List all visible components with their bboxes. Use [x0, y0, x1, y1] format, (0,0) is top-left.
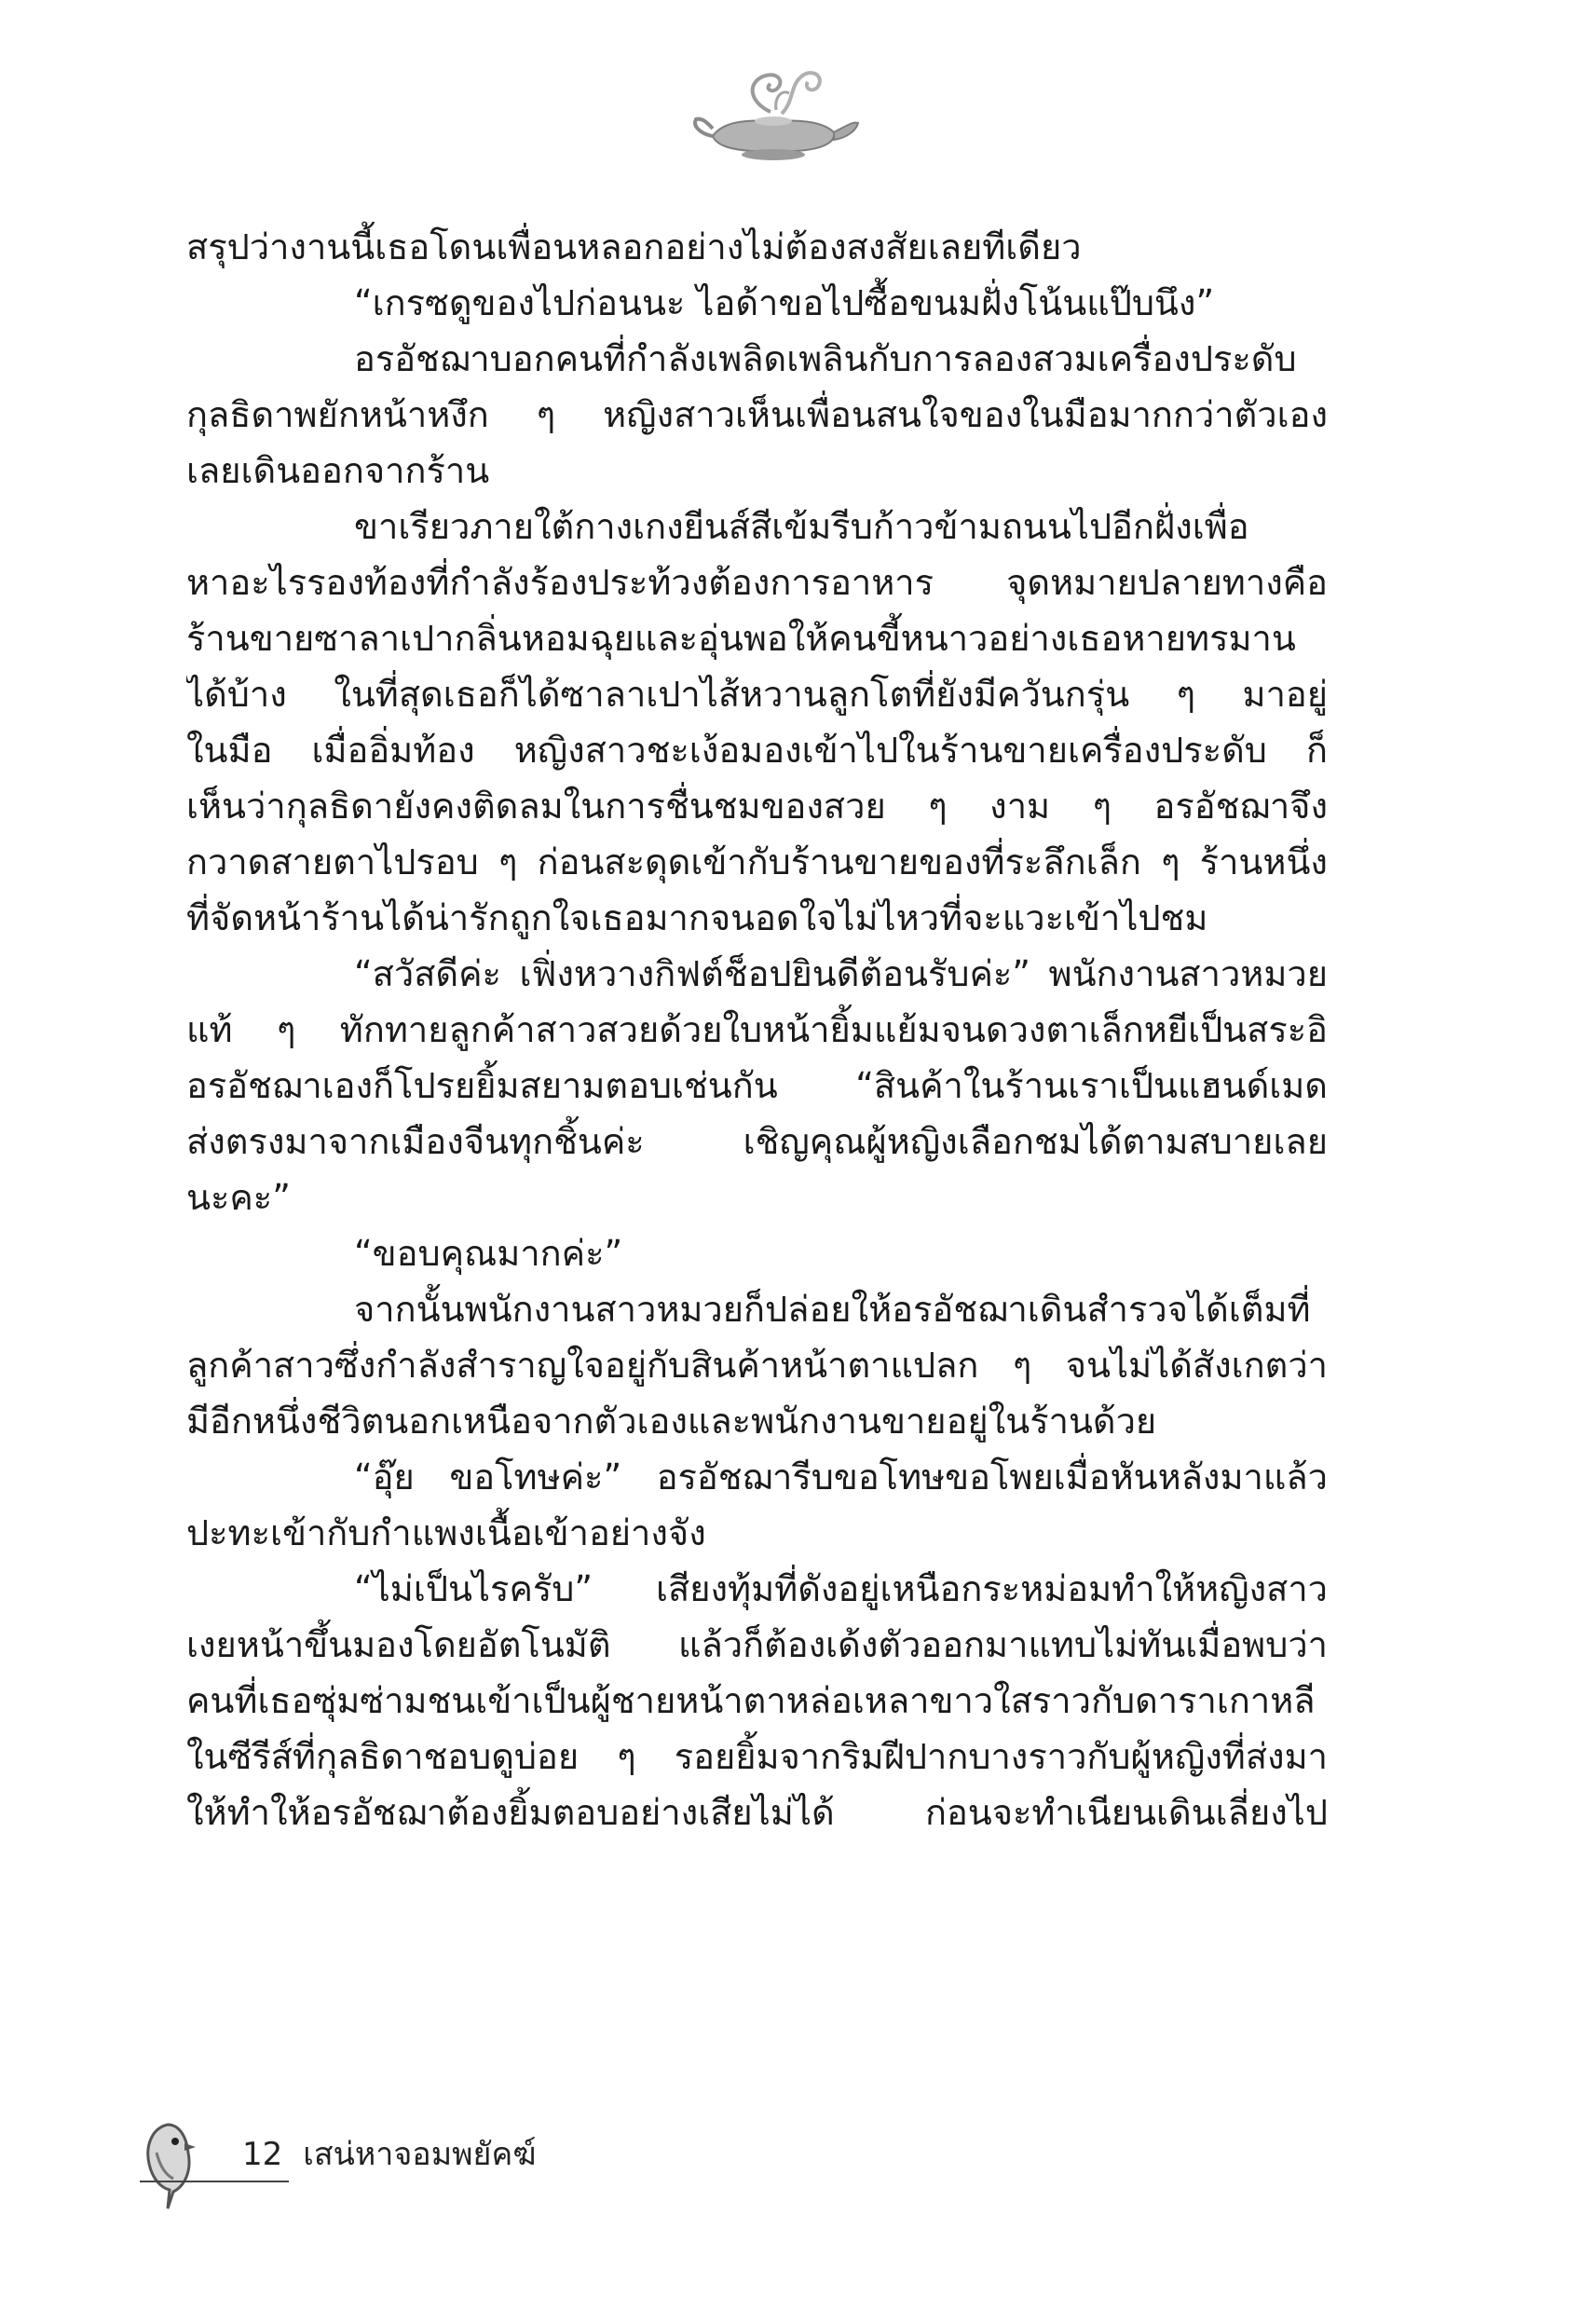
text-line: นะคะ” [186, 1177, 291, 1218]
text-line: ขาเรียวภายใต้กางเกงยีนส์สีเข้มรีบก้าวข้ามถนนไปอีกฝั่งเพื่อ [354, 506, 1249, 547]
text-line: อรอัชฌาบอกคนที่กำลังเพลิดเพลินกับการลองสวมเครื่องประดับ [354, 338, 1297, 379]
text-line: กุลธิดาพยักหน้าหงึก ๆ หญิงสาวเห็นเพื่อนสนใจของในมือมากกว่าตัวเอง [186, 394, 1328, 435]
text-line: เงยหน้าขึ้นมองโดยอัตโนมัติ แล้วก็ต้องเด้งตัวออกมาแทบไม่ทันเมื่อพบว่า [186, 1624, 1328, 1665]
text-line: จากนั้นพนักงานสาวหมวยก็ปล่อยให้อรอัชฌาเดินสำรวจได้เต็มที่ [354, 1289, 1311, 1330]
bird-icon [140, 2115, 205, 2227]
genie-lamp-ornament-icon [685, 56, 862, 168]
text-line: “เกรซดูของไปก่อนนะ ไอด้าขอไปซื้อขนมฝั่งโน้นแป๊บนึง” [354, 282, 1215, 323]
book-title: เสน่หาจอมพยัคฆ์ [303, 2136, 537, 2173]
text-line: ที่จัดหน้าร้านได้น่ารักถูกใจเธอมากจนอดใจไม่ไหวที่จะแวะเข้าไปชม [186, 897, 1208, 938]
text-line: “ขอบคุณมากค่ะ” [354, 1233, 623, 1274]
footer-rule [140, 2181, 289, 2182]
text-line: คนที่เธอซุ่มซ่ามชนเข้าเป็นผู้ชายหน้าตาหล่อเหลาขาวใสราวกับดาราเกาหลี [186, 1680, 1316, 1721]
text-line: เลยเดินออกจากร้าน [186, 450, 490, 491]
body-text [186, 219, 1328, 1840]
footer-caption [242, 2134, 536, 2175]
text-line: ลูกค้าสาวซึ่งกำลังสำราญใจอยู่กับสินค้าหน้าตาแปลก ๆ จนไม่ได้สังเกตว่า [186, 1345, 1328, 1386]
text-line: ให้ทำให้อรอัชฌาต้องยิ้มตอบอย่างเสียไม่ได้ ก่อนจะทำเนียนเดินเลี่ยงไป [186, 1792, 1328, 1833]
text-line: ส่งตรงมาจากเมืองจีนทุกชิ้นค่ะ เชิญคุณผู้หญิงเลือกชมได้ตามสบายเลย [186, 1121, 1328, 1162]
text-line: “อุ๊ย ขอโทษค่ะ” อรอัชฌารีบขอโทษขอโพยเมื่อหันหลังมาแล้ว [354, 1456, 1328, 1497]
text-line: ได้บ้าง ในที่สุดเธอก็ได้ซาลาเปาไส้หวานลูกโตที่ยังมีควันกรุ่น ๆ มาอยู่ [186, 674, 1328, 715]
text-line: สรุปว่างานนี้เธอโดนเพื่อนหลอกอย่างไม่ต้องสงสัยเลยทีเดียว [186, 226, 1082, 267]
text-line: “สวัสดีค่ะ เฟิ่งหวางกิฟต์ช็อปยินดีต้อนรับค่ะ” พนักงานสาวหมวย [354, 953, 1328, 994]
text-line: หาอะไรรองท้องที่กำลังร้องประท้วงต้องการอาหาร จุดหมายปลายทางคือ [186, 562, 1328, 603]
text-line: ในมือ เมื่ออิ่มท้อง หญิงสาวชะเง้อมองเข้าไปในร้านขายเครื่องประดับ ก็ [186, 730, 1328, 771]
text-line: อรอัชฌาเองก็โปรยยิ้มสยามตอบเช่นกัน “สินค้าในร้านเราเป็นแฮนด์เมด [186, 1065, 1328, 1106]
text-line: “ไม่เป็นไรครับ” เสียงทุ้มที่ดังอยู่เหนือกระหม่อมทำให้หญิงสาว [354, 1568, 1328, 1609]
text-line: ปะทะเข้ากับกำแพงเนื้อเข้าอย่างจัง [186, 1512, 706, 1553]
page-footer [140, 2115, 606, 2246]
text-line: กวาดสายตาไปรอบ ๆ ก่อนสะดุดเข้ากับร้านขายของที่ระลึกเล็ก ๆ ร้านหนึ่ง [186, 841, 1328, 882]
text-line: ร้านขายซาลาเปากลิ่นหอมฉุยและอุ่นพอให้คนขี้หนาวอย่างเธอหายทรมาน [186, 618, 1296, 659]
text-line: เห็นว่ากุลธิดายังคงติดลมในการชื่นชมของสวย ๆ งาม ๆ อรอัชฌาจึง [186, 786, 1328, 827]
page-number: 12 [242, 2136, 283, 2173]
text-line: ในซีรีส์ที่กุลธิดาชอบดูบ่อย ๆ รอยยิ้มจากริมฝีปากบางราวกับผู้หญิงที่ส่งมา [186, 1736, 1328, 1777]
text-line: แท้ ๆ ทักทายลูกค้าสาวสวยด้วยใบหน้ายิ้มแย้มจนดวงตาเล็กหยีเป็นสระอิ [186, 1009, 1328, 1050]
text-line: มีอีกหนึ่งชีวิตนอกเหนือจากตัวเองและพนักงานขายอยู่ในร้านด้วย [186, 1401, 1157, 1442]
